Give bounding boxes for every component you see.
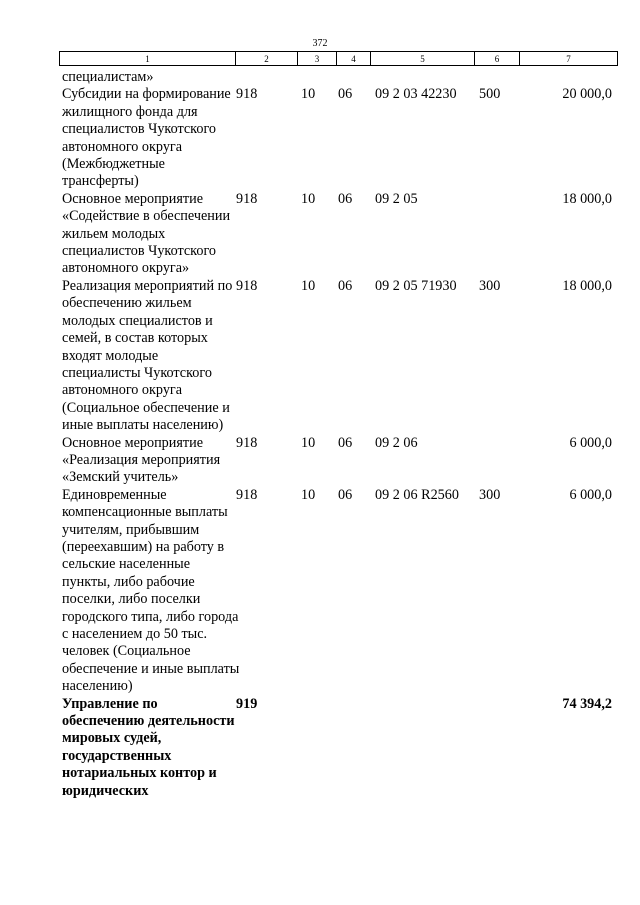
table-row	[0, 435, 640, 487]
ministry-code: 918	[236, 190, 258, 207]
table-row-department	[0, 696, 640, 800]
target-article-code: 09 2 05	[375, 190, 418, 207]
amount: 6 000,0	[569, 434, 612, 451]
amount: 18 000,0	[562, 190, 612, 207]
column-header-row	[59, 51, 618, 66]
ministry-code: 918	[236, 486, 258, 503]
column-number-7: 7	[520, 52, 618, 66]
budget-table-body	[0, 69, 640, 800]
ministry-code: 918	[236, 86, 258, 103]
ministry-code: 918	[236, 277, 258, 294]
subsection-code: 06	[338, 277, 353, 294]
item-name: Управление по обеспечению деятельности мировых судей, государственных нотариальных контор и юридических	[62, 695, 235, 799]
section-code: 10	[301, 277, 316, 294]
item-name: Субсидии на формирование жилищного фонда для специалистов Чукотского автономного округа (Межбюджетные трансферты)	[62, 86, 231, 190]
item-name: Единовременные компенсационные выплаты учителям, прибывшим (переехавшим) на работу в сельские населенные пункты, либо рабочие поселки, либо поселки городского типа, либо города с населением до 50 тыс. человек (Социальное обеспечение и иные выплаты населению)	[62, 486, 240, 695]
page-number: 372	[312, 38, 328, 49]
column-number-6: 6	[475, 52, 520, 66]
amount: 74 394,2	[562, 695, 612, 712]
ministry-code: 919	[236, 695, 258, 712]
item-name: специалистам»	[62, 69, 154, 85]
item-name: Основное мероприятие «Содействие в обеспечении жильем молодых специалистов Чукотского автономного округа»	[62, 190, 231, 277]
amount: 6 000,0	[569, 486, 612, 503]
expense-type-code: 300	[479, 486, 501, 503]
expense-type-code: 300	[479, 277, 501, 294]
column-number-3: 3	[298, 52, 337, 66]
subsection-code: 06	[338, 86, 353, 103]
table-row	[0, 191, 640, 278]
item-name: Основное мероприятие «Реализация мероприятия «Земский учитель»	[62, 434, 221, 486]
section-code: 10	[301, 486, 316, 503]
column-number-5: 5	[371, 52, 475, 66]
section-code: 10	[301, 86, 316, 103]
target-article-code: 09 2 06 R2560	[375, 486, 459, 503]
table-row	[0, 69, 640, 86]
target-article-code: 09 2 05 71930	[375, 277, 457, 294]
section-code: 10	[301, 190, 316, 207]
section-code: 10	[301, 434, 316, 451]
amount: 18 000,0	[562, 277, 612, 294]
target-article-code: 09 2 06	[375, 434, 418, 451]
column-number-2: 2	[236, 52, 298, 66]
column-number-4: 4	[337, 52, 371, 66]
column-number-1: 1	[60, 52, 236, 66]
table-row	[0, 487, 640, 696]
subsection-code: 06	[338, 190, 353, 207]
table-row	[0, 86, 640, 190]
amount: 20 000,0	[562, 86, 612, 103]
subsection-code: 06	[338, 486, 353, 503]
expense-type-code: 500	[479, 86, 501, 103]
table-row	[0, 278, 640, 435]
subsection-code: 06	[338, 434, 353, 451]
ministry-code: 918	[236, 434, 258, 451]
target-article-code: 09 2 03 42230	[375, 86, 457, 103]
item-name: Реализация мероприятий по обеспечению жильем молодых специалистов и семей, в состав которых входят молодые специалисты Чукотского автономного округа (Социальное обеспечение и иные выплаты населению)	[62, 277, 233, 434]
